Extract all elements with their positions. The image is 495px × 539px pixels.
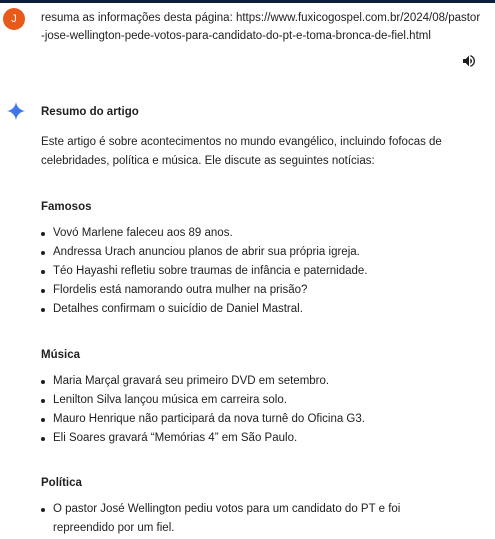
- list-item: Lenilton Silva lançou música em carreira solo.: [41, 391, 461, 410]
- top-bar: [0, 0, 495, 3]
- list-item: Detalhes confirmam o suicídio de Daniel Mastral.: [41, 300, 461, 319]
- answer-intro: Este artigo é sobre acontecimentos no mundo evangélico, incluindo fofocas de celebridades, política e música. Ele discute as seguintes notícias:: [41, 136, 442, 167]
- section-title: Política: [41, 477, 82, 489]
- bullet-list: [41, 500, 461, 538]
- bullet-list: [41, 372, 461, 448]
- answer-title: Resumo do artigo: [41, 106, 139, 118]
- list-item: Vovó Marlene faleceu aos 89 anos.: [41, 224, 461, 243]
- list-item: O pastor José Wellington pediu votos para um candidato do PT e foi repreendido por um fiel.: [41, 500, 461, 538]
- list-item: Maria Marçal gravará seu primeiro DVD em setembro.: [41, 372, 461, 391]
- section-famosos: [41, 199, 461, 319]
- answer-body: [41, 104, 461, 538]
- speaker-icon[interactable]: [461, 53, 477, 69]
- list-item: Téo Hayashi refletiu sobre traumas de infância e paternidade.: [41, 262, 461, 281]
- gemini-spark-icon: [6, 101, 26, 121]
- user-avatar[interactable]: J: [3, 8, 25, 30]
- list-item: Eli Soares gravará “Memórias 4” em São Paulo.: [41, 429, 461, 448]
- bullet-list: [41, 224, 461, 319]
- list-item: Mauro Henrique não participará da nova turnê do Oficina G3.: [41, 410, 461, 429]
- section-title: Música: [41, 349, 80, 361]
- list-item: Andressa Urach anunciou planos de abrir sua própria igreja.: [41, 243, 461, 262]
- user-prompt-text: resuma as informações desta página: https://www.fuxicogospel.com.br/2024/08/pastor-jose-wellington-pede-votos-para-candidato-do-pt-e-toma-bronca-de-fiel.html: [41, 12, 481, 42]
- list-item: Flordelis está namorando outra mulher na prisão?: [41, 281, 461, 300]
- section-musica: [41, 347, 461, 448]
- section-politica: [41, 475, 461, 538]
- section-title: Famosos: [41, 201, 92, 213]
